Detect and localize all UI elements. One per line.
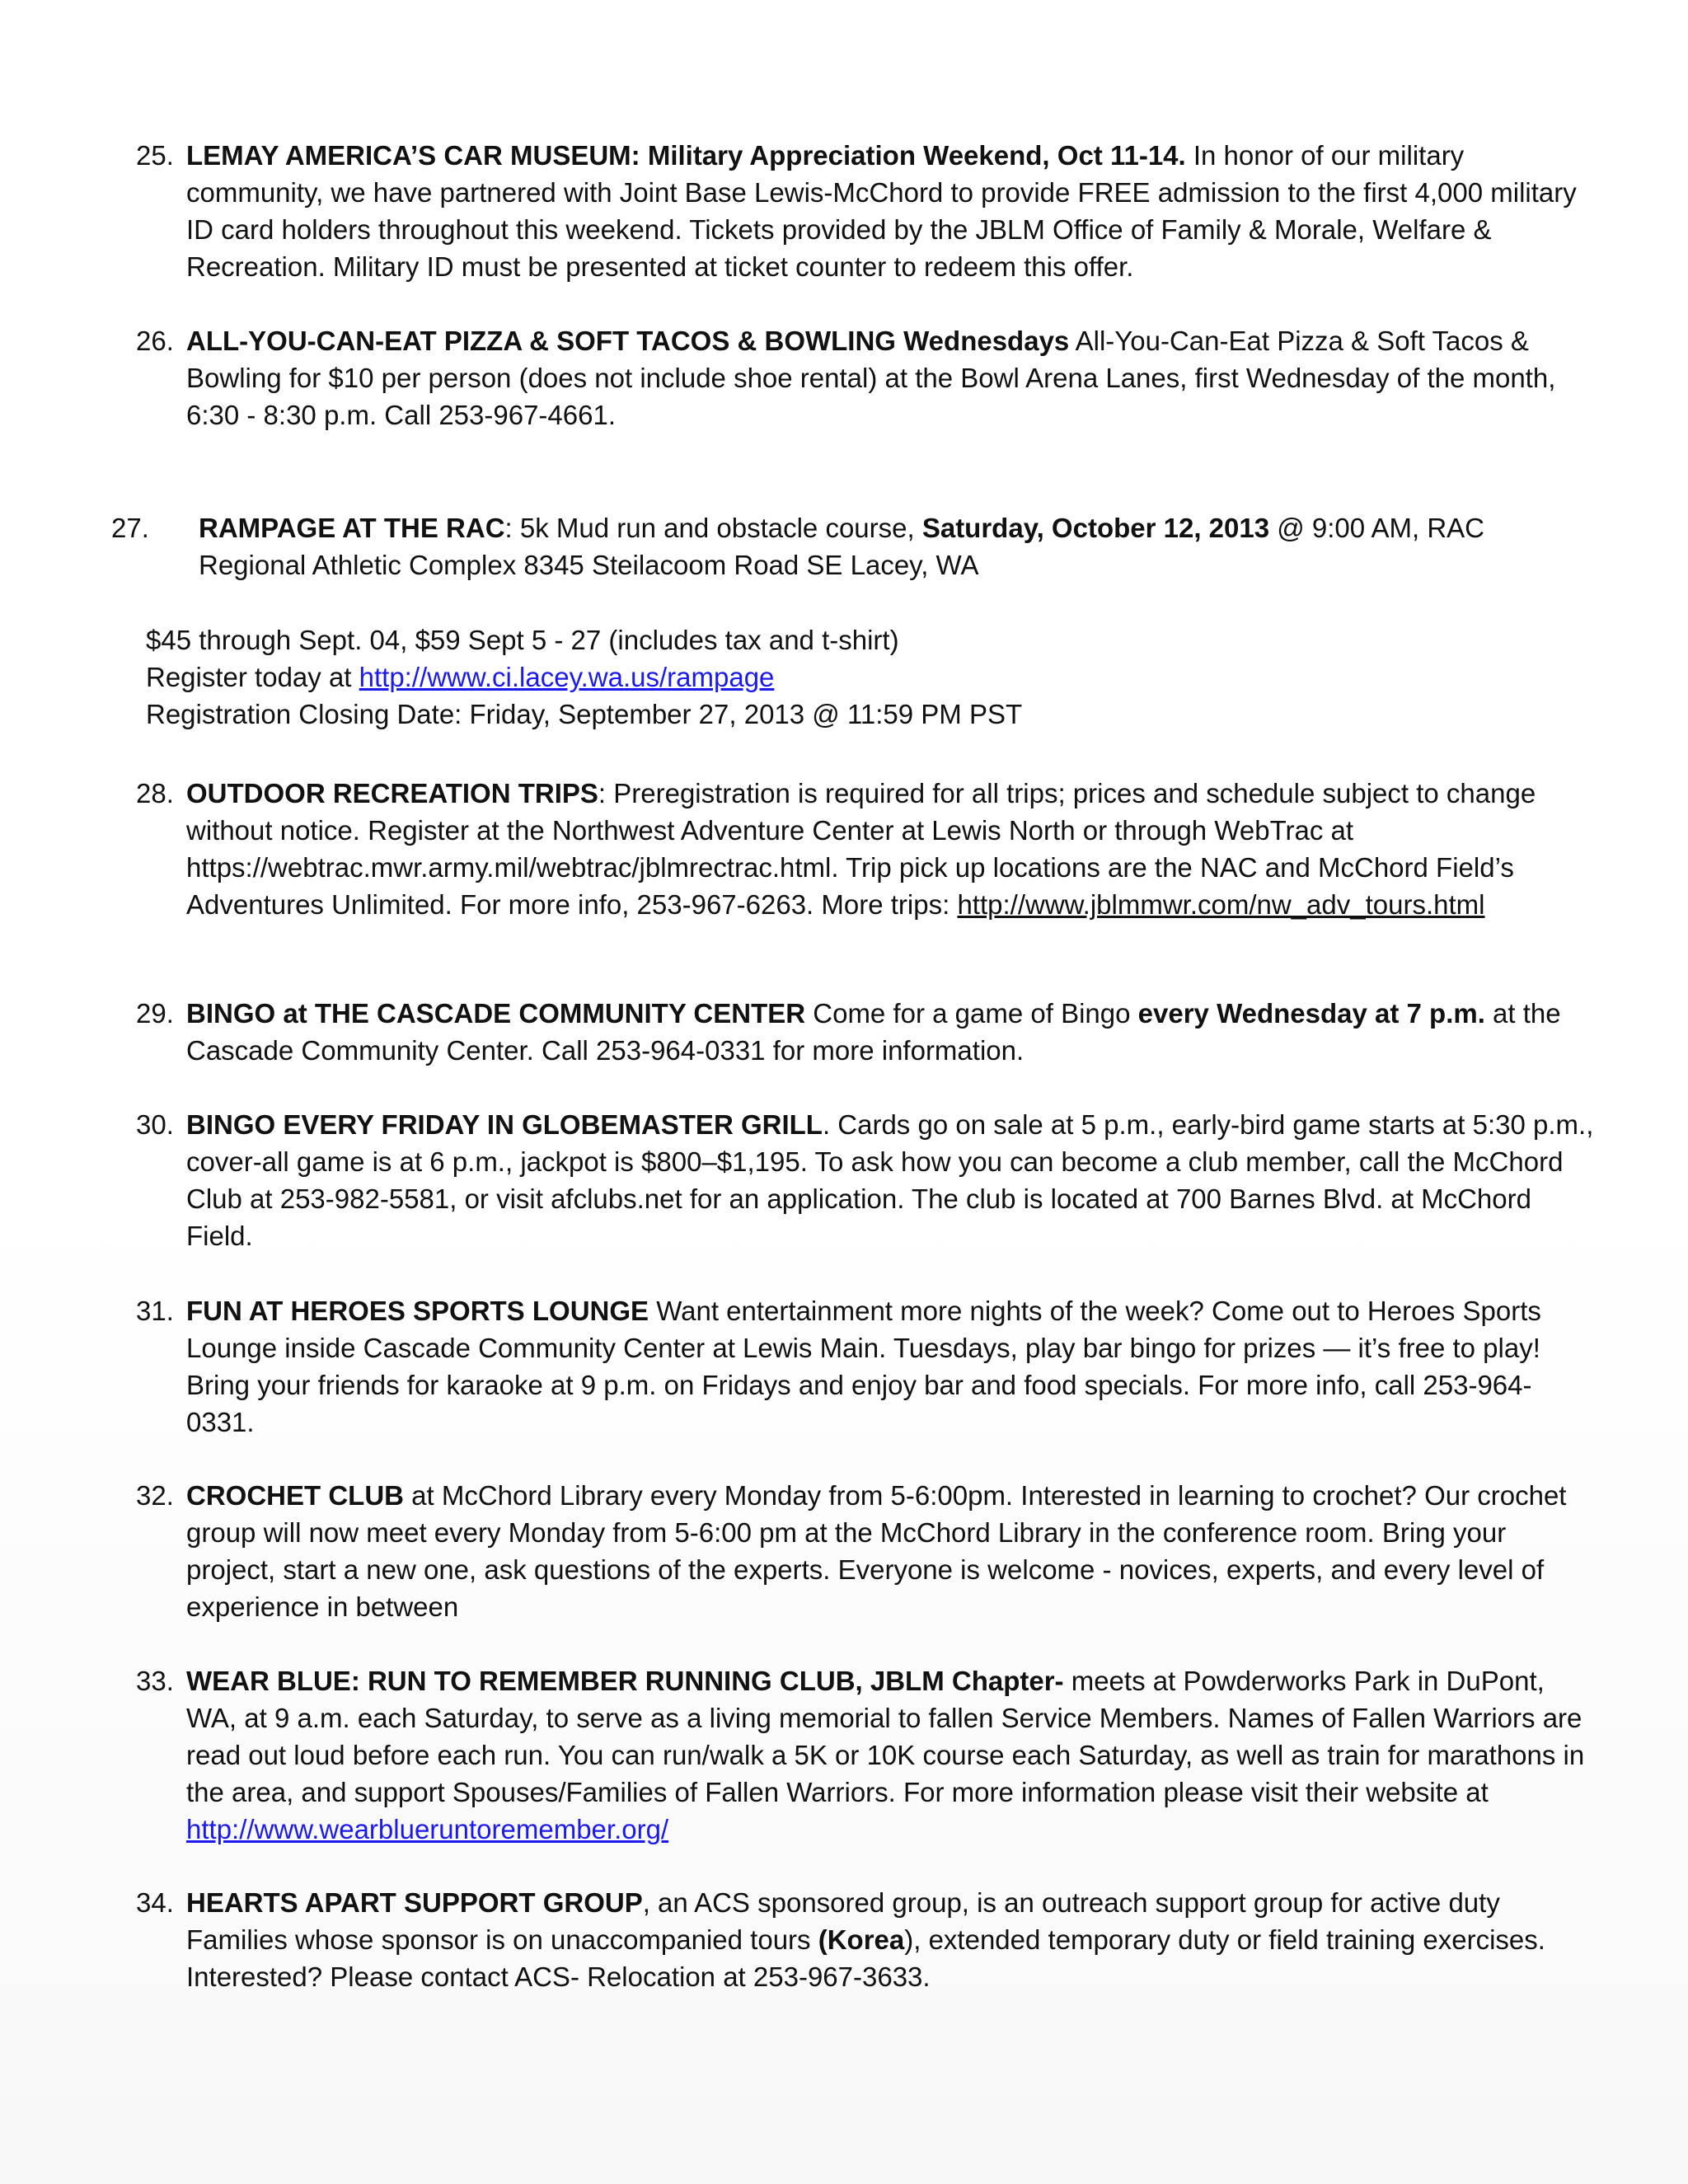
item-title: CROCHET CLUB (186, 1480, 404, 1511)
list-item (136, 322, 1595, 434)
item-text: . Cards go on sale at 5 p.m., early-bird game starts at 5:30 p.m., cover-all game is at 6 p.m., jackpot is $800–$1,195. To ask how you can become a club member, call the McChord Club at 253-982-5581, or visit afclubs.net for an application. The club is located at 700 Barnes Blvd. at McChord Field. (186, 1109, 1594, 1251)
list-item (136, 137, 1595, 285)
list-item (136, 1292, 1595, 1441)
list-item (111, 509, 1595, 583)
closing-date-line: Registration Closing Date: Friday, September 27, 2013 @ 11:59 PM PST (146, 699, 1023, 729)
item-number: 32. (136, 1480, 174, 1511)
item-title: OUTDOOR RECREATION TRIPS (186, 778, 598, 808)
item-title: BINGO at THE CASCADE COMMUNITY CENTER (186, 998, 806, 1029)
item-emphasis: (Korea (818, 1924, 905, 1955)
item-title: BINGO EVERY FRIDAY IN GLOBEMASTER GRILL (186, 1109, 823, 1140)
item-title: WEAR BLUE: RUN TO REMEMBER RUNNING CLUB, JBLM Chapter- (186, 1666, 1064, 1696)
rampage-details (146, 621, 1547, 733)
item-text: Want entertainment more nights of the week? Come out to Heroes Sports Lounge inside Cascade Community Center at Lewis Main. Tuesdays, play bar bingo for prizes — it’s free to play! Bring your friends for karaoke at 9 p.m. on Fridays and enjoy bar and food specials. For more info, call 253-964-0331. (186, 1296, 1541, 1437)
register-label: Register today at (146, 662, 359, 692)
item-body (186, 1106, 1595, 1254)
item-number: 28. (136, 778, 174, 808)
item-text: @ 9:00 AM, RAC Regional Athletic Complex 8345 Steilacoom Road SE Lacey, WA (199, 513, 1485, 580)
item-text: ), extended temporary duty or field training exercises. Interested? Please contact ACS- Relocation at 253-967-3633. (186, 1924, 1545, 1992)
item-text: at the Cascade Community Center. Call 253-964-0331 for more information. (186, 998, 1561, 1066)
trips-link[interactable]: http://www.jblmmwr.com/nw_adv_tours.html (957, 889, 1485, 920)
item-text: : Preregistration is required for all trips; prices and schedule subject to change without notice. Register at the Northwest Adventure Center at Lewis North or through WebTrac at https://webtrac.mwr.army.mil/webtrac/jblmrectrac.html. Trip pick up locations are the NAC and McChord Field’s Adventures Unlimited. For more info, 253-967-6263. More trips: (186, 778, 1536, 920)
item-title: ALL-YOU-CAN-EAT PIZZA & SOFT TACOS & BOWLING Wednesdays (186, 326, 1070, 356)
item-number: 31. (136, 1296, 174, 1326)
item-number: 34. (136, 1887, 174, 1918)
item-text: All-You-Can-Eat Pizza & Soft Tacos & Bowling for $10 per person (does not include shoe rental) at the Bowl Arena Lanes, first Wednesday of the month, 6:30 - 8:30 p.m. Call 253-967-4661. (186, 326, 1556, 430)
item-body (186, 322, 1595, 434)
register-line (146, 658, 1547, 696)
item-number: 25. (136, 140, 174, 171)
item-body (186, 1662, 1595, 1848)
list-item (136, 1477, 1595, 1625)
list-item (136, 1106, 1595, 1254)
item-body (186, 137, 1595, 285)
list-item (136, 1884, 1595, 1995)
item-title: FUN AT HEROES SPORTS LOUNGE (186, 1296, 649, 1326)
item-text: In honor of our military community, we have partnered with Joint Base Lewis-McChord to provide FREE admission to the first 4,000 military ID card holders throughout this weekend. Tickets provided by the JBLM Office of Family & Morale, Welfare & Recreation. Military ID must be presented at ticket counter to redeem this offer. (186, 140, 1577, 282)
item-body (199, 509, 1595, 583)
list-item (136, 775, 1595, 923)
item-body (186, 775, 1595, 923)
item-text: , an ACS sponsored group, is an outreach support group for active duty Families whose sponsor is on unaccompanied tours (186, 1887, 1500, 1955)
item-emphasis: every Wednesday at 7 p.m. (1137, 998, 1485, 1029)
item-text: Come for a game of Bingo (805, 998, 1138, 1029)
item-title: HEARTS APART SUPPORT GROUP (186, 1887, 643, 1918)
item-number: 29. (136, 998, 174, 1029)
item-number: 30. (136, 1109, 174, 1140)
item-text: meets at Powderworks Park in DuPont, WA, at 9 a.m. each Saturday, to serve as a living memorial to fallen Service Members. Names of Fallen Warriors are read out loud before each run. You can run/walk a 5K or 10K course each Saturday, as well as train for marathons in the area, and support Spouses/Families of Fallen Warriors. For more information please visit their website at (186, 1666, 1585, 1807)
item-body (186, 1292, 1595, 1441)
item-title: RAMPAGE AT THE RAC (199, 513, 505, 543)
website-link[interactable]: http://www.wearblueruntoremember.org/ (186, 1814, 669, 1844)
price-line: $45 through Sept. 04, $59 Sept 5 - 27 (includes tax and t-shirt) (146, 625, 899, 655)
item-body (186, 995, 1595, 1069)
item-number: 26. (136, 326, 174, 356)
item-text: at McChord Library every Monday from 5-6:00pm. Interested in learning to crochet? Our crochet group will now meet every Monday from 5-6:00 pm at the McChord Library in the conference room. Bring your project, start a new one, ask questions of the experts. Everyone is welcome - novices, experts, and every level of experience in between (186, 1480, 1567, 1622)
item-number: 27. (111, 513, 149, 543)
list-item (136, 995, 1595, 1069)
item-body (186, 1884, 1595, 1995)
item-text: : 5k Mud run and obstacle course, (504, 513, 922, 543)
item-number: 33. (136, 1666, 174, 1696)
register-link[interactable]: http://www.ci.lacey.wa.us/rampage (359, 662, 775, 692)
list-item (136, 1662, 1595, 1848)
item-title: LEMAY AMERICA’S CAR MUSEUM: Military Appreciation Weekend, Oct 11-14. (186, 140, 1186, 171)
event-date: Saturday, October 12, 2013 (921, 513, 1270, 543)
item-body (186, 1477, 1595, 1625)
